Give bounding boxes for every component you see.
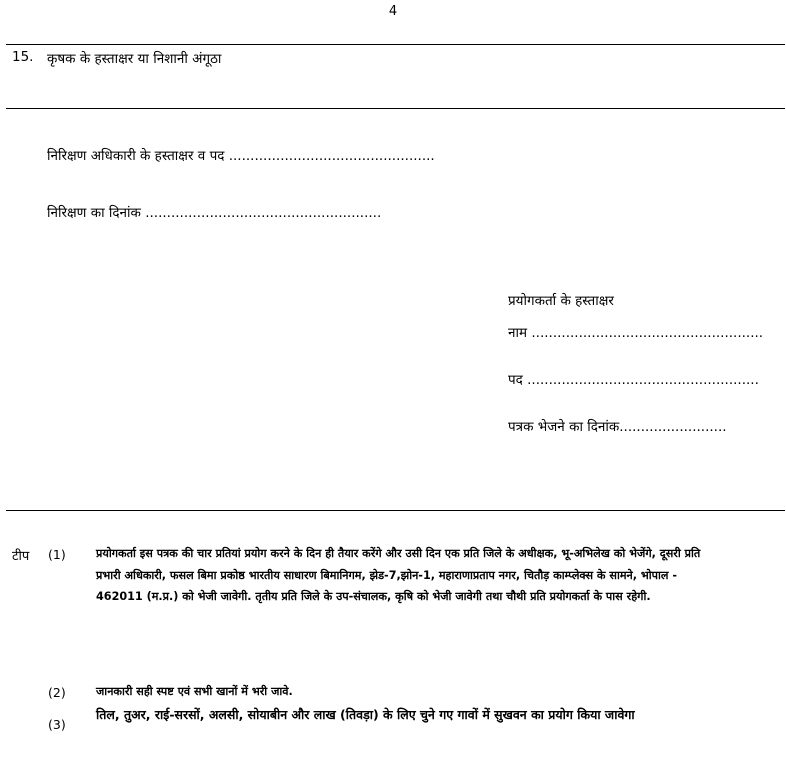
user-name-label: नाम bbox=[508, 325, 528, 341]
dispatch-date-line bbox=[508, 417, 727, 435]
user-name-line bbox=[508, 323, 763, 341]
note-1-text: प्रयोगकर्ता इस पत्रक की चार प्रतियां प्रयोग करने के दिन ही तैयार करेंगे और उसी दिन एक प्रति जिले के अधीक्षक, भू-अभिलेख को भेजेंगे, दूसरी प्रति प्रभारी अधिकारी, फसल बिमा प्रकोष्ठ भारतीय साधारण बिमानिगम, झेड-7,झोन-1, महाराणाप्रताप नगर, चितौड़ काम्प्लेक्स के सामने, भोपाल - 462011 (म.प्र.) को भेजी जावेगी. तृतीय प्रति जिले के उप-संचालक, कृषि को भेजी जावेगी तथा चौथी प्रति प्रयोगकर्ता के पास रहेगी. bbox=[96, 547, 701, 603]
user-post-line bbox=[508, 370, 759, 388]
user-post-label: पद bbox=[508, 372, 523, 388]
user-signature-label: प्रयोगकर्ता के हस्ताक्षर bbox=[508, 293, 614, 309]
notes-label: टीप bbox=[12, 549, 30, 564]
note-3-number: (3) bbox=[48, 717, 66, 732]
top-rule bbox=[6, 44, 785, 45]
item15-label: कृषक के हस्ताक्षर या निशानी अंगूठा bbox=[47, 51, 222, 67]
user-name-field: ...................................................... bbox=[531, 325, 764, 341]
user-post-field: ...................................................... bbox=[527, 372, 759, 388]
inspection-officer-signature-line bbox=[47, 146, 435, 164]
note-3-text: तिल, तुअर, राई-सरसों, अलसी, सोयाबीन और लाख (तिवड़ा) के लिए चुने गए गावों में सुखवन का प्रयोग किया जावेगा bbox=[96, 707, 635, 722]
signature-section-bottom-rule bbox=[6, 510, 785, 511]
note-2-text: जानकारी सही स्पष्ट एवं सभी खानों में भरी जावे. bbox=[96, 685, 293, 698]
note-2-number: (2) bbox=[48, 685, 66, 700]
item15-bottom-rule bbox=[6, 108, 785, 109]
note-1-number: (1) bbox=[48, 547, 66, 562]
inspection-officer-signature-field: ................................................ bbox=[228, 148, 435, 164]
inspection-date-label: निरिक्षण का दिनांक bbox=[47, 205, 141, 221]
inspection-officer-signature-label: निरिक्षण अधिकारी के हस्ताक्षर व पद bbox=[47, 148, 225, 164]
item15-number: 15. bbox=[12, 49, 34, 65]
dispatch-date-label: पत्रक भेजने का दिनांक bbox=[508, 419, 620, 435]
inspection-date-field: ....................................................... bbox=[145, 205, 382, 221]
dispatch-date-field: ......................... bbox=[619, 419, 727, 435]
page-number: 4 bbox=[388, 4, 398, 19]
inspection-date-line bbox=[47, 203, 381, 221]
